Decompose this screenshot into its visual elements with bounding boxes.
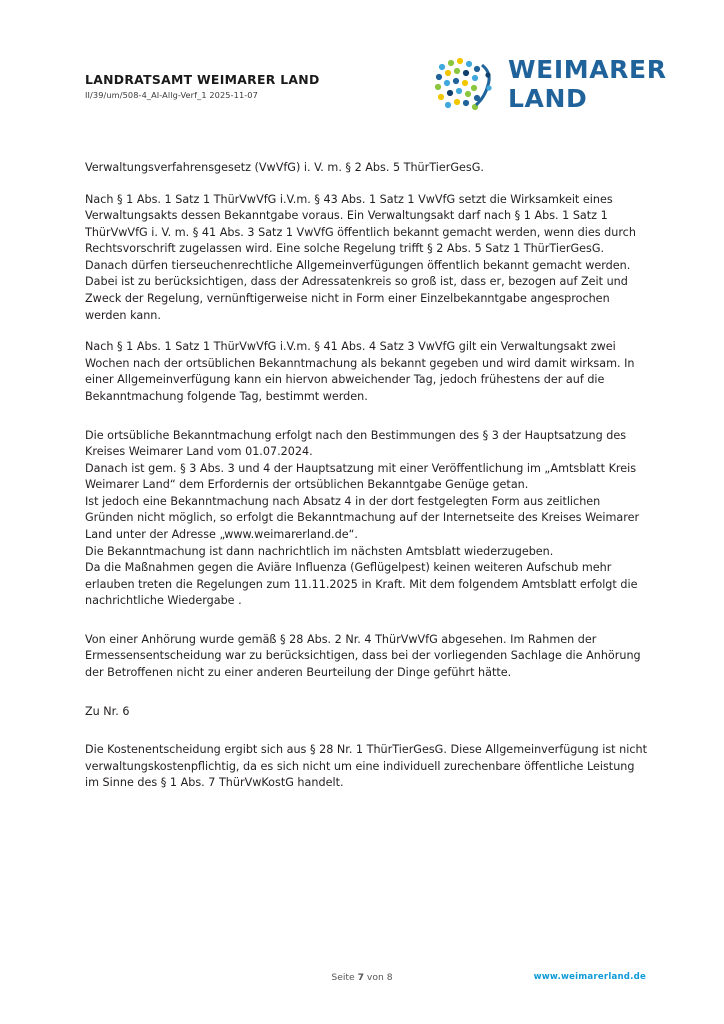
weimarer-land-dot-mosaic-logo-icon bbox=[432, 55, 500, 113]
document-body bbox=[85, 160, 647, 807]
paragraph-kostenentscheidung: Die Kostenentscheidung ergibt sich aus § 28 Nr. 1 ThürTierGesG. Diese Allgemeinverfügung ist nicht verwaltungskostenpflichtig, da es sich nicht um eine individuell zurechenbare öffentliche Leistung im Sinne des § 1 Abs. 7 ThürVwKostG handelt. bbox=[85, 743, 647, 790]
paragraph-spacer-2 bbox=[85, 625, 647, 632]
paragraph-hauptsatzung: Die ortsübliche Bekanntmachung erfolgt nach den Bestimmungen des § 3 der Hauptsatzung des Kreises Weimarer Land vom 01.07.2024. bbox=[85, 428, 627, 459]
paragraph-spacer-4 bbox=[85, 735, 647, 742]
document-reference: II/39/um/508-4_AI-Allg-Verf_1 2025-11-07 bbox=[85, 90, 258, 100]
logo-wordmark bbox=[508, 57, 667, 111]
logo-line-1: WEIMARER bbox=[508, 55, 667, 84]
page-total: 8 bbox=[386, 972, 393, 983]
paragraph-inkrafttreten: Da die Maßnahmen gegen die Aviäre Influenza (Geflügelpest) keinen weiteren Aufschub mehr erlauben treten die Regelungen zum 11.11.2025 in Kraft. Mit dem folgendem Amtsblatt erfolgt die nachrichtliche Wiedergabe . bbox=[85, 561, 638, 608]
page-current: 7 bbox=[357, 972, 365, 983]
organization-title: LANDRATSAMT WEIMARER LAND bbox=[85, 72, 320, 87]
paragraph-bekanntgabe: Nach § 1 Abs. 1 Satz 1 ThürVwVfG i.V.m. § 43 Abs. 1 Satz 1 VwVfG setzt die Wirksamkeit eines Verwaltungsakts dessen Bekanntgabe voraus. Ein Verwaltungsakt darf nach § 1 Abs. 1 Satz 1 ThürVwVfG i. V. m. § 41 Abs. 3 Satz 1 VwVfG öffentlich bekannt gemacht werden, wenn dies durch Rechtsvorschrift zugelassen wird. Eine solche Regelung trifft § 2 Abs. 5 Satz 1 ThürTierGesG. Danach dürfen tierseuchenrechtliche Allgemeinverfügungen öffentlich bekannt gemacht werden. Dabei ist zu berücksichtigen, dass der Adressatenkreis so groß ist, dass er, bezogen auf Zeit und Zweck der Regelung, vernünftigerweise nicht in Form einer Einzelbekanntgabe angesprochen werden kann. bbox=[85, 192, 636, 322]
document-header bbox=[0, 0, 724, 130]
weimarer-land-logo bbox=[432, 55, 667, 113]
document-footer bbox=[0, 972, 724, 1002]
paragraph-spacer bbox=[85, 421, 647, 428]
paragraph-intro: Verwaltungsverfahrensgesetz (VwVfG) i. V. m. § 2 Abs. 5 ThürTierGesG. bbox=[85, 161, 484, 174]
paragraph-amtsblatt: Danach ist gem. § 3 Abs. 3 und 4 der Hauptsatzung mit einer Veröffentlichung im „Amtsblatt Kreis Weimarer Land“ dem Erfordernis der ortsüblichen Bekanntgabe Genüge getan. bbox=[85, 461, 637, 492]
paragraph-wirksamkeit: Nach § 1 Abs. 1 Satz 1 ThürVwVfG i.V.m. § 41 Abs. 4 Satz 3 VwVfG gilt ein Verwaltungsakt zwei Wochen nach der ortsüblichen Bekanntmachung als bekannt gegeben und wird damit wirksam. In einer Allgemeinverfügung kann ein hiervon abweichender Tag, jedoch frühestens der auf die Bekanntmachung folgende Tag, bestimmt werden. bbox=[85, 340, 635, 403]
footer-website-link[interactable]: www.weimarerland.de bbox=[533, 972, 646, 982]
paragraph-spacer-3 bbox=[85, 697, 647, 704]
section-heading-zu-nr-6: Zu Nr. 6 bbox=[85, 704, 130, 718]
page-label-prefix: Seite bbox=[331, 972, 358, 983]
logo-line-2: LAND bbox=[508, 84, 588, 113]
organization-block bbox=[85, 72, 320, 100]
paragraph-internetseite: Ist jedoch eine Bekanntmachung nach Absatz 4 in der dort festgelegten Form aus zeitlichen Gründen nicht möglich, so erfolgt die Bekanntmachung auf der Internetseite des Kreises Weimarer Land unter der Adresse „www.weimarerland.de“. bbox=[85, 494, 640, 541]
page-label-middle: von bbox=[364, 972, 387, 983]
paragraph-nachrichtlich: Die Bekanntmachung ist dann nachrichtlich im nächsten Amtsblatt wiederzugeben. bbox=[85, 544, 554, 558]
paragraph-anhoerung: Von einer Anhörung wurde gemäß § 28 Abs. 2 Nr. 4 ThürVwVfG abgesehen. Im Rahmen der Ermessensentscheidung war zu berücksichtigen, dass bei der vorliegenden Sachlage die Anhörung der Betroffenen nicht zu einer anderen Beurteilung der Dinge geführt hätte. bbox=[85, 632, 641, 680]
